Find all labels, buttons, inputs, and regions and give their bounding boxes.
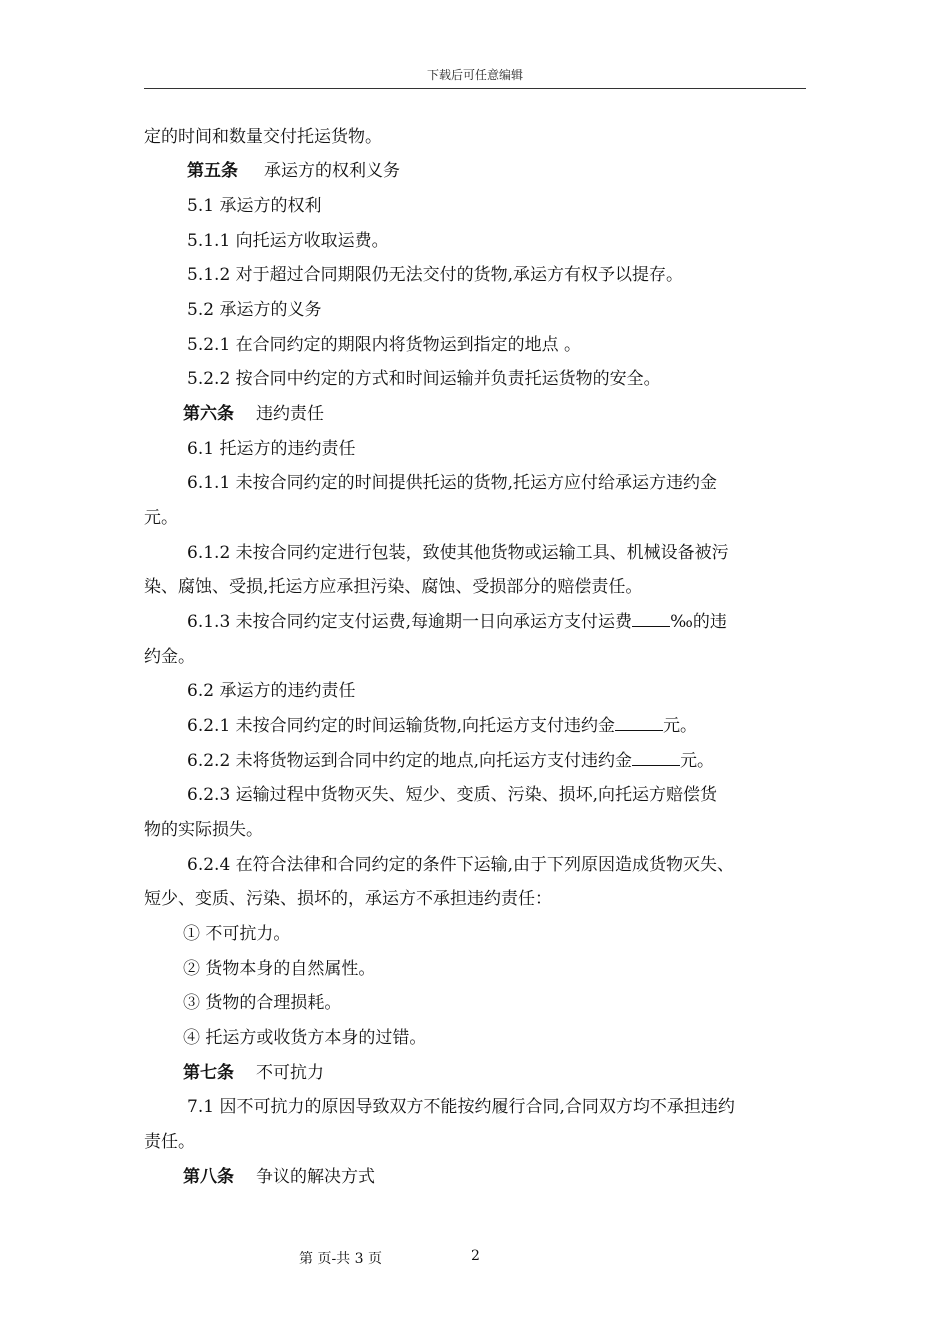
blank-field: [632, 751, 680, 766]
clause-line: 6.1.2 未按合同约定进行包装，致使其他货物或运输工具、机械设备被污: [187, 543, 729, 563]
clause-text-end: 元。: [680, 751, 715, 771]
clause-line: 5.1.2 对于超过合同期限仍无法交付的货物,承运方有权予以提存。: [187, 265, 684, 285]
text-line: 约金。: [144, 647, 195, 667]
article-number: 第七条: [183, 1063, 234, 1083]
article-title: 违约责任: [256, 404, 324, 424]
list-item: ② 货物本身的自然属性。: [183, 959, 376, 979]
article-number: 第八条: [183, 1167, 234, 1187]
clause-line: [187, 611, 727, 633]
clause-line: 5.1.1 向托运方收取运费。: [187, 231, 389, 251]
text-line: 定的时间和数量交付托运货物。: [144, 127, 382, 147]
article-8-heading: [183, 1166, 375, 1188]
text-line: 元。: [144, 508, 178, 528]
clause-line: 6.2.3 运输过程中货物灭失、短少、变质、污染、损坏,向托运方赔偿货: [187, 785, 718, 805]
page-number: 2: [471, 1248, 480, 1264]
list-item: ① 不可抗力。: [183, 924, 291, 944]
text-line: 短少、变质、污染、损坏的，承运方不承担违约责任：: [144, 889, 552, 909]
clause-line: 6.2 承运方的违约责任: [187, 681, 356, 701]
clause-text: 6.2.2 未将货物运到合同中约定的地点,向托运方支付违约金: [187, 751, 633, 771]
list-item: ③ 货物的合理损耗。: [183, 993, 342, 1013]
clause-line: 7.1 因不可抗力的原因导致双方不能按约履行合同,合同双方均不承担违约: [187, 1097, 735, 1117]
article-title: 争议的解决方式: [256, 1167, 375, 1187]
blank-field: [615, 716, 663, 731]
article-7-heading: [183, 1062, 324, 1084]
text-line: 物的实际损失。: [144, 820, 263, 840]
clause-line: [187, 715, 697, 737]
clause-text: 6.1.3 未按合同约定支付运费,每逾期一日向承运方支付运费: [187, 612, 633, 632]
text-line: 染、腐蚀、受损,托运方应承担污染、腐蚀、受损部分的赔偿责任。: [144, 577, 643, 597]
clause-line: 5.2 承运方的义务: [187, 300, 322, 320]
page-header: 下载后可任意编辑: [426, 68, 523, 82]
clause-line: 6.1 托运方的违约责任: [187, 439, 356, 459]
clause-line: [187, 750, 714, 772]
clause-line: 6.1.1 未按合同约定的时间提供托运的货物,托运方应付给承运方违约金: [187, 473, 718, 493]
clause-line: 6.2.4 在符合法律和合同约定的条件下运输,由于下列原因造成货物灭失、: [187, 855, 735, 875]
article-title: 不可抗力: [256, 1063, 324, 1083]
header-rule: [144, 88, 806, 89]
article-title: 承运方的权利义务: [264, 161, 400, 181]
blank-field: [632, 612, 670, 627]
clause-text-end: 元。: [663, 716, 698, 736]
text-line: 责任。: [144, 1132, 195, 1152]
list-item: ④ 托运方或收货方本身的过错。: [183, 1028, 427, 1048]
article-number: 第五条: [187, 161, 238, 181]
article-number: 第六条: [183, 404, 234, 424]
clause-line: 5.2.1 在合同约定的期限内将货物运到指定的地点 。: [187, 335, 582, 355]
clause-text: 6.2.1 未按合同约定的时间运输货物,向托运方支付违约金: [187, 716, 616, 736]
article-6-heading: [183, 403, 324, 425]
clause-line: 5.2.2 按合同中约定的方式和时间运输并负责托运货物的安全。: [187, 369, 661, 389]
clause-line: 5.1 承运方的权利: [187, 196, 322, 216]
article-5-heading: [187, 160, 400, 182]
clause-text-end: ‰的违: [670, 612, 727, 632]
page-count: 第 页-共 3 页: [299, 1251, 382, 1267]
